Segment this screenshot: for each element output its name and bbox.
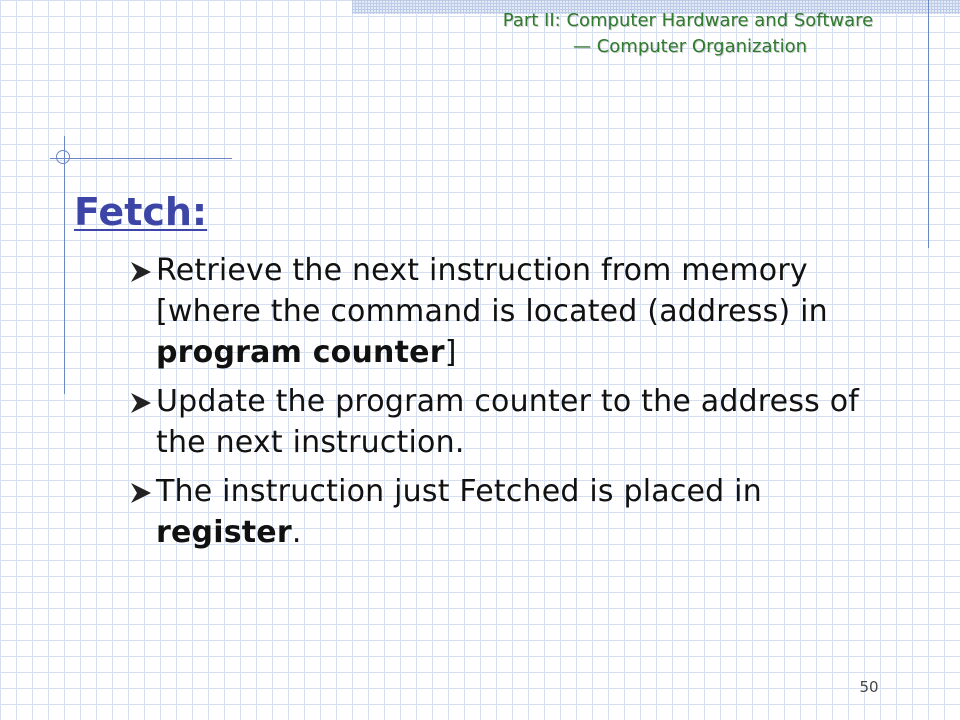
- decor-left-vertical-line: [64, 136, 65, 394]
- bullet-text: The instruction just Fetched is placed in: [156, 474, 762, 509]
- arrow-bullet-icon: [128, 391, 154, 415]
- header-line-1: Part II: Computer Hardware and Software: [502, 10, 874, 31]
- bullet-item: [130, 381, 910, 463]
- bullet-text: Retrieve the next instruction from memory [where the command is located (address) in: [156, 253, 828, 329]
- bullet-bold-text: program counter: [156, 335, 445, 370]
- bullet-text: Update the program counter to the address of the next instruction.: [156, 384, 860, 460]
- bullet-item: [130, 250, 910, 373]
- bullet-bold-text: register: [156, 515, 292, 550]
- bullet-text-end: ]: [444, 335, 457, 370]
- arrow-bullet-icon: [128, 481, 154, 505]
- page-number: 50: [859, 678, 879, 696]
- header-line-2: — Computer Organization: [573, 36, 807, 57]
- bullet-list: [130, 250, 910, 561]
- decor-ring-icon: [56, 150, 70, 164]
- slide-header: [428, 8, 948, 60]
- decor-left-horizontal-line: [50, 158, 232, 159]
- bullet-text-end: .: [291, 515, 302, 550]
- slide-title: Fetch:: [74, 190, 208, 234]
- arrow-bullet-icon: [128, 260, 154, 284]
- decor-right-line: [928, 0, 929, 248]
- bullet-item: [130, 471, 910, 553]
